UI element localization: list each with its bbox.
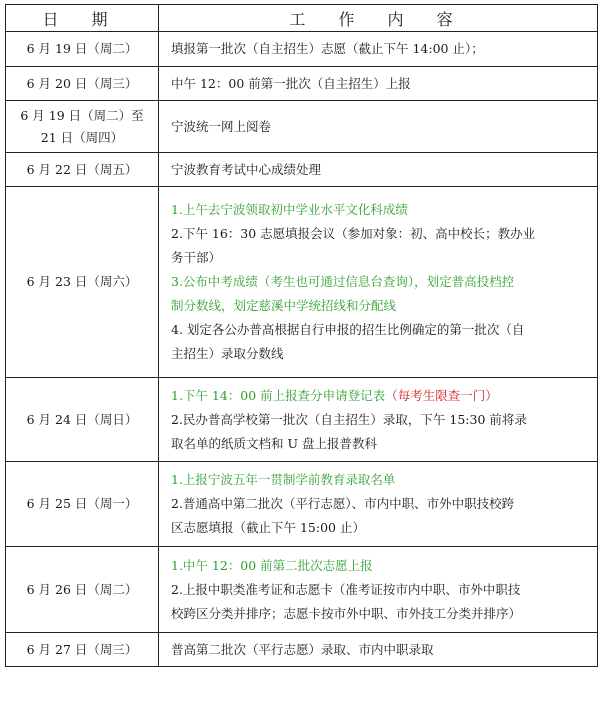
table-row xyxy=(6,633,598,667)
work-text: 校跨区分类并排序；志愿卡按市外中职、市外技工分类并排序） xyxy=(171,605,522,621)
work-text: 1.下午 14：00 前上报查分申请登记表 xyxy=(171,387,386,403)
date-cell xyxy=(6,633,159,667)
table-row xyxy=(6,547,598,633)
work-line xyxy=(171,294,589,318)
work-text: 填报第一批次（自主招生）志愿（截止下午 14:00 止）； xyxy=(171,41,484,56)
date-text: 6 月 23 日（周六） xyxy=(26,274,138,289)
date-text: 6 月 24 日（周日） xyxy=(26,411,138,427)
work-line xyxy=(171,554,589,578)
schedule-body xyxy=(6,32,598,667)
work-text: 4. 划定各公办普高根据自行申报的招生比例确定的第一批次（自 xyxy=(171,322,525,337)
work-text: 主招生）录取分数线 xyxy=(171,346,284,361)
work-text: 2.民办普高学校第一批次（自主招生）录取，下午 15:30 前将录 xyxy=(171,411,527,427)
header-date: 日 期 xyxy=(6,5,159,32)
schedule-table xyxy=(5,4,598,667)
work-text: 3.公布中考成绩（考生也可通过信息台查询），划定普高投档控 xyxy=(171,274,515,289)
table-row xyxy=(6,462,598,547)
work-line xyxy=(171,246,589,270)
work-cell xyxy=(159,547,598,633)
date-cell xyxy=(6,378,159,462)
work-line xyxy=(171,72,589,96)
work-line xyxy=(171,270,589,294)
header-row xyxy=(6,5,598,32)
work-text: 宁波统一网上阅卷 xyxy=(171,118,272,134)
work-line xyxy=(171,432,589,456)
work-line xyxy=(171,198,589,222)
work-text: 区志愿填报（截止下午 15:00 止） xyxy=(171,520,365,535)
work-line xyxy=(171,158,589,182)
work-line xyxy=(171,318,589,342)
date-cell xyxy=(6,101,159,153)
work-text: 普高第二批次（平行志愿）录取、市内中职录取 xyxy=(171,641,434,657)
table-row xyxy=(6,378,598,462)
work-line xyxy=(171,602,589,626)
work-line xyxy=(171,115,589,139)
date-text: 6 月 20 日（周三） xyxy=(26,75,138,91)
work-text: 2.普通高中第二批次（平行志愿）、市内中职、市外中职技校跨 xyxy=(171,496,515,511)
work-text: 1.中午 12：00 前第二批次志愿上报 xyxy=(171,557,373,573)
header-work: 工 作 内 容 xyxy=(159,5,598,32)
work-cell xyxy=(159,67,598,101)
work-line xyxy=(171,222,589,246)
work-cell xyxy=(159,32,598,67)
date-text: 6 月 22 日（周五） xyxy=(26,161,138,177)
work-line xyxy=(171,384,589,408)
date-text: 6 月 19 日（周二） xyxy=(26,41,138,56)
work-text: 2.下午 16：30 志愿填报会议（参加对象：初、高中校长；教办业 xyxy=(171,226,536,241)
work-text: 中午 12：00 前第一批次（自主招生）上报 xyxy=(171,75,411,91)
work-line xyxy=(171,492,589,516)
work-text: 宁波教育考试中心成绩处理 xyxy=(171,161,322,177)
date-cell xyxy=(6,547,159,633)
date-text: 6 月 26 日（周二） xyxy=(26,581,138,597)
table-row xyxy=(6,101,598,153)
table-row xyxy=(6,67,598,101)
work-line xyxy=(171,408,589,432)
work-cell xyxy=(159,101,598,153)
work-line xyxy=(171,342,589,366)
table-row xyxy=(6,153,598,187)
work-cell xyxy=(159,378,598,462)
date-text: 6 月 25 日（周一） xyxy=(26,496,138,511)
date-text: 21 日（周四） xyxy=(40,129,124,145)
date-cell xyxy=(6,32,159,67)
work-line xyxy=(171,578,589,602)
work-line xyxy=(171,37,589,61)
date-cell xyxy=(6,67,159,101)
date-cell xyxy=(6,462,159,547)
work-text: 1.上报宁波五年一贯制学前教育录取名单 xyxy=(171,472,396,487)
work-line xyxy=(171,516,589,540)
work-cell xyxy=(159,187,598,378)
work-line xyxy=(171,638,589,662)
work-text: （每考生限查一门） xyxy=(385,387,498,403)
work-text: 务干部） xyxy=(171,250,222,265)
date-cell xyxy=(6,187,159,378)
work-line xyxy=(171,468,589,492)
date-text: 6 月 19 日（周二）至 xyxy=(20,107,144,123)
work-cell xyxy=(159,153,598,187)
work-text: 取名单的纸质文档和 U 盘上报普教科 xyxy=(171,435,377,451)
table-row xyxy=(6,32,598,67)
work-text: 1.上午去宁波领取初中学业水平文化科成绩 xyxy=(171,202,408,217)
work-cell xyxy=(159,633,598,667)
work-text: 2.上报中职类准考证和志愿卡（准考证按市内中职、市外中职技 xyxy=(171,581,521,597)
date-text: 6 月 27 日（周三） xyxy=(26,641,138,657)
table-row xyxy=(6,187,598,378)
work-cell xyxy=(159,462,598,547)
work-text: 制分数线，划定慈溪中学统招线和分配线 xyxy=(171,298,397,313)
date-cell xyxy=(6,153,159,187)
